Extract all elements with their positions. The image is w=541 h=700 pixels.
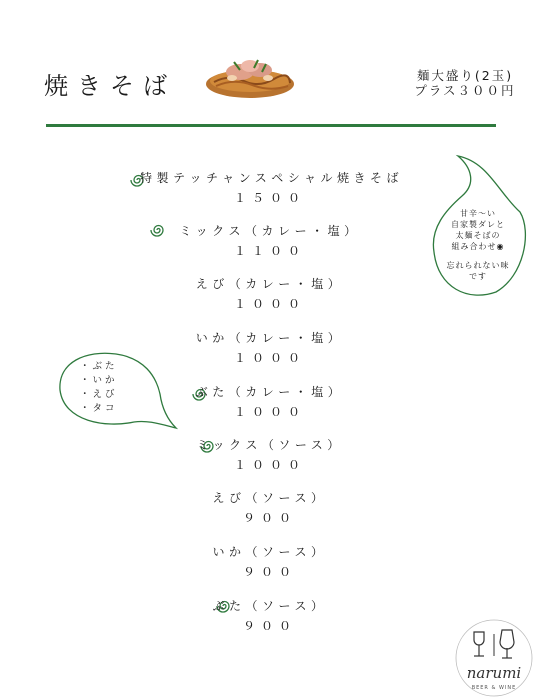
bubble-line: 甘辛〜い: [460, 209, 496, 218]
menu-item-name: ミックス（カレー・塩）: [179, 224, 361, 238]
menu-item-price: １１００: [233, 244, 306, 258]
page-title: 焼きそば: [44, 72, 176, 100]
large-portion-note: [400, 68, 530, 98]
menu-item-name: いか（ソース）: [212, 545, 328, 559]
bubble-line: 自家製ダレと: [451, 220, 505, 229]
note-line-2: プラス３００円: [414, 83, 516, 98]
right-bubble-text: [436, 208, 520, 282]
left-speech-bubble: [56, 348, 180, 432]
left-bubble-list: [80, 360, 118, 416]
menu-item-price: ９００: [242, 619, 297, 633]
menu-item: [140, 223, 400, 260]
menu-item-name: ミックス（ソース）: [196, 438, 344, 452]
header-divider: [46, 124, 496, 127]
menu-item-price: １０００: [233, 297, 306, 311]
bubble-line: 組み合わせ◉: [451, 242, 505, 251]
menu-item-name: ぶた（カレー・塩）: [195, 385, 345, 399]
menu-item-name: ぶた（ソース）: [212, 599, 328, 613]
list-item: ・ぶた: [80, 361, 118, 372]
list-item: ・タコ: [80, 403, 118, 414]
bubble-line: です: [469, 272, 487, 281]
bubble-line: 忘れられない味: [446, 261, 510, 270]
logo-wordmark: narumi: [466, 664, 522, 682]
narumi-logo: [452, 618, 536, 698]
logo-subtext: BEER & WINE: [471, 685, 517, 691]
list-item: ・えび: [80, 389, 118, 400]
menu-item: [140, 544, 400, 581]
menu-item-price: １０００: [233, 458, 306, 472]
menu-item: [140, 276, 400, 313]
menu-item-name: いか（カレー・塩）: [195, 331, 345, 345]
bubble-line: 太麺そばの: [455, 231, 501, 240]
menu-item-price: １０００: [233, 405, 306, 419]
list-item: ・いか: [80, 375, 118, 386]
menu-item: [140, 490, 400, 527]
menu-item-price: ９００: [242, 565, 297, 579]
yakisoba-photo: [204, 48, 296, 104]
menu-item-name: えび（カレー・塩）: [195, 277, 345, 291]
menu-item-name: 特製テッチャンスペシャル焼きそば: [140, 171, 404, 185]
menu-item-name: えび（ソース）: [212, 491, 328, 505]
note-line-1: 麺大盛り(2玉): [416, 68, 514, 83]
menu-item: [140, 170, 404, 207]
menu-item: [140, 437, 400, 474]
menu-item-price: １０００: [233, 351, 306, 365]
menu-item: [140, 598, 400, 635]
menu-item-price: １５００: [233, 191, 306, 205]
menu-item-price: ９００: [242, 511, 297, 525]
